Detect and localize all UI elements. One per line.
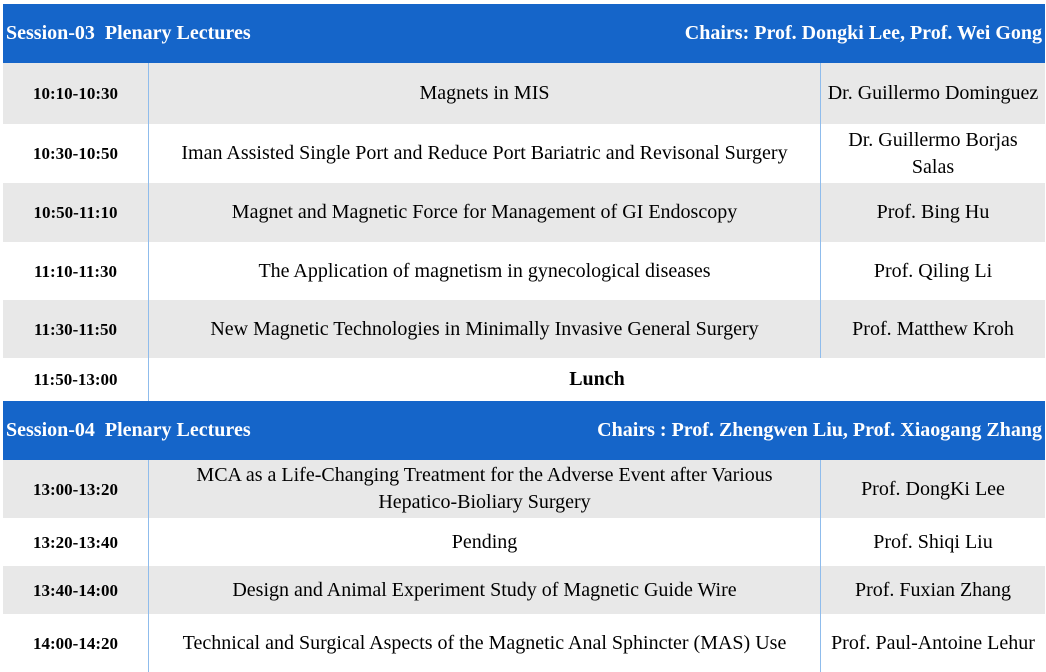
time-cell: 11:30-11:50 — [3, 300, 149, 358]
session-04-header — [3, 401, 1045, 460]
session-03-chairs: Chairs: Prof. Dongki Lee, Prof. Wei Gong — [684, 22, 1042, 44]
table-row — [3, 242, 1045, 300]
speaker-name: Dr. Guillermo Borjas Salas — [848, 128, 1018, 178]
table-row — [3, 63, 1045, 124]
talk-title: Technical and Surgical Aspects of the Magnetic Anal Sphincter (MAS) Use — [149, 614, 821, 672]
talk-title: Magnets in MIS — [149, 63, 821, 124]
talk-title: New Magnetic Technologies in Minimally Invasive General Surgery — [149, 300, 821, 358]
table-row — [3, 460, 1045, 518]
speaker-name: Prof. Fuxian Zhang — [854, 578, 1012, 601]
talk-title: Pending — [149, 518, 821, 566]
time-cell: 13:40-14:00 — [3, 566, 149, 614]
speaker-name: Dr. Guillermo Dominguez — [827, 82, 1039, 104]
table-row — [3, 124, 1045, 183]
time-cell: 10:10-10:30 — [3, 63, 149, 124]
session-04-label: Session-04 Plenary Lectures — [6, 419, 251, 441]
time-cell: 11:50-13:00 — [3, 358, 149, 401]
time-cell: 13:20-13:40 — [3, 518, 149, 566]
time-cell: 11:10-11:30 — [3, 242, 149, 300]
program-table — [3, 4, 1045, 672]
speaker-name: Prof. DongKi Lee — [861, 477, 1005, 500]
lunch-row — [3, 358, 1045, 401]
table-row — [3, 518, 1045, 566]
session-03-header — [3, 4, 1045, 63]
talk-title: Iman Assisted Single Port and Reduce Port Bariatric and Revisonal Surgery — [149, 124, 821, 183]
talk-title: Magnet and Magnetic Force for Management of GI Endoscopy — [149, 183, 821, 242]
speaker-name: Prof. Bing Hu — [876, 201, 990, 223]
speaker-name: Prof. Paul-Antoine Lehur — [831, 631, 1035, 654]
talk-title: The Application of magnetism in gynecological diseases — [149, 242, 821, 300]
talk-title: MCA as a Life-Changing Treatment for the Adverse Event after Various Hepatico-Bioliary Surgery — [149, 460, 821, 518]
lunch-label: Lunch — [569, 368, 625, 390]
session-04-chairs: Chairs : Prof. Zhengwen Liu, Prof. Xiaogang Zhang — [597, 419, 1042, 441]
session-03-label: Session-03 Plenary Lectures — [6, 22, 251, 44]
time-cell: 13:00-13:20 — [3, 460, 149, 518]
speaker-name: Prof. Qiling Li — [873, 259, 993, 282]
table-row — [3, 300, 1045, 358]
talk-title: Design and Animal Experiment Study of Magnetic Guide Wire — [149, 566, 821, 614]
speaker-name: Prof. Matthew Kroh — [852, 317, 1014, 340]
table-row — [3, 183, 1045, 242]
time-cell: 10:30-10:50 — [3, 124, 149, 183]
time-cell: 14:00-14:20 — [3, 614, 149, 672]
table-row — [3, 566, 1045, 614]
time-cell: 10:50-11:10 — [3, 183, 149, 242]
speaker-name: Prof. Shiqi Liu — [873, 530, 993, 553]
table-row — [3, 614, 1045, 672]
